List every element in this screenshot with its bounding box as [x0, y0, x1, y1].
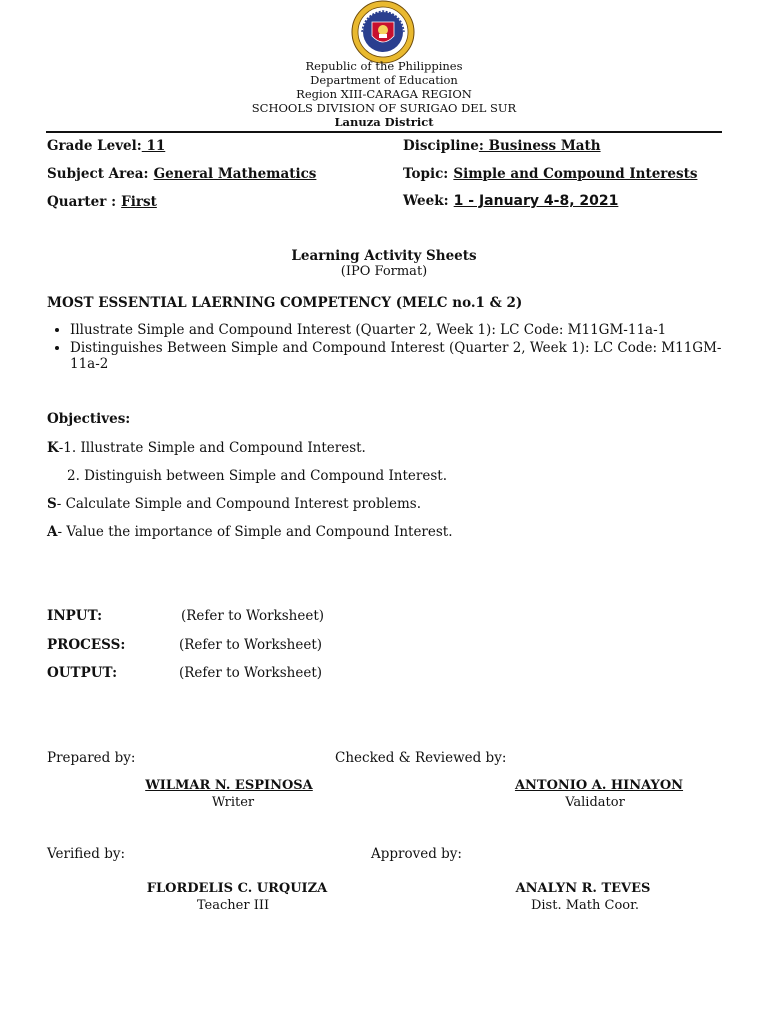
objective-k-letter: K [47, 440, 59, 456]
header-department: Department of Education [310, 73, 458, 87]
objective-a-text: - Value the importance of Simple and Compound Interest. [57, 524, 453, 540]
week-label: Week: [403, 193, 449, 209]
melc-item: • Distinguishes Between Simple and Compound Interest (Quarter 2, Week 1): LC Code: M11GM-11a-2 [70, 340, 730, 372]
objective-s-text: - Calculate Simple and Compound Interest problems. [56, 496, 421, 512]
grade-level-label: Grade Level: [47, 138, 142, 154]
document-subtitle: (IPO Format) [340, 264, 428, 279]
output-value: (Refer to Worksheet) [179, 665, 323, 681]
objective-s [47, 496, 421, 512]
writer-name: WILMAR N. ESPINOSA [145, 778, 313, 793]
document-title: Learning Activity Sheets [291, 248, 477, 264]
deped-seal-logo [346, 0, 420, 64]
topic-row [403, 163, 697, 182]
header-region: Region XIII-CARAGA REGION [296, 87, 472, 101]
header-division: SCHOOLS DIVISION OF SURIGAO DEL SUR [251, 101, 517, 115]
input-value: (Refer to Worksheet) [181, 608, 325, 624]
objectives-heading: Objectives: [47, 411, 131, 427]
week-row [403, 190, 618, 209]
approver-name: ANALYN R. TEVES [515, 881, 651, 896]
approved-by-label: Approved by: [371, 846, 462, 862]
header-republic: Republic of the Philippines [305, 59, 463, 73]
output-label: OUTPUT: [47, 665, 118, 681]
subject-area-row [47, 163, 316, 182]
quarter-row [47, 191, 157, 210]
objective-k1 [47, 440, 366, 456]
validator-name: ANTONIO A. HINAYON [514, 778, 684, 793]
objective-a-letter: A [47, 524, 58, 540]
verifier-role: Teacher III [196, 898, 270, 913]
grade-level-row [47, 135, 165, 154]
melc-item: • Illustrate Simple and Compound Interest (Quarter 2, Week 1): LC Code: M11GM-11a-1 [70, 322, 730, 338]
discipline-label: Discipline [403, 138, 479, 154]
header-district: Lanuza District [334, 115, 434, 129]
subject-area-label: Subject Area: [47, 166, 149, 182]
validator-role: Validator [565, 795, 625, 810]
checked-by-label: Checked & Reviewed by: [335, 750, 507, 766]
prepared-by-label: Prepared by: [47, 750, 136, 766]
discipline-row [403, 135, 601, 154]
discipline-value: : Business Math [478, 138, 601, 154]
objective-k2: 2. Distinguish between Simple and Compound Interest. [67, 468, 447, 484]
melc-list [48, 322, 730, 374]
objective-k1-text: -1. Illustrate Simple and Compound Interest. [58, 440, 366, 456]
approver-role: Dist. Math Coor. [530, 898, 640, 913]
objective-s-letter: S [47, 496, 57, 512]
grade-level-value: 11 [141, 138, 166, 154]
verified-by-label: Verified by: [47, 846, 126, 862]
week-value: 1 - January 4-8, 2021 [453, 193, 619, 209]
topic-label: Topic: [403, 166, 449, 182]
topic-value: Simple and Compound Interests [453, 166, 698, 182]
input-label: INPUT: [47, 608, 103, 624]
melc-heading: MOST ESSENTIAL LAERNING COMPETENCY (MELC no.1 & 2) [47, 295, 523, 311]
quarter-value: First [121, 194, 157, 210]
verifier-name: FLORDELIS C. URQUIZA [146, 881, 328, 896]
process-label: PROCESS: [47, 637, 126, 653]
writer-role: Writer [211, 795, 255, 810]
objective-a [47, 524, 453, 540]
quarter-label: Quarter : [47, 194, 117, 210]
header-divider [46, 131, 722, 133]
subject-area-value: General Mathematics [153, 166, 317, 182]
process-value: (Refer to Worksheet) [179, 637, 323, 653]
